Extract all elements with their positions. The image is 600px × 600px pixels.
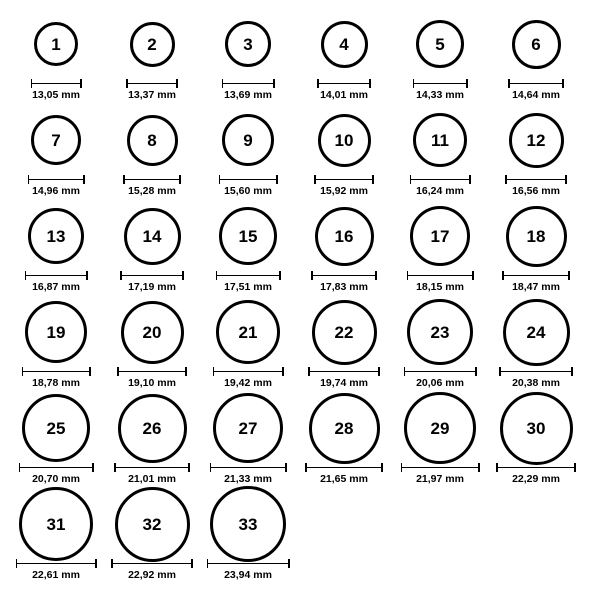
ring-circle-wrap [118,394,187,462]
ring-cell [392,10,488,106]
ring-circle-wrap [22,394,90,462]
ring-cell [200,10,296,106]
ring-cell [104,490,200,586]
ring-diameter-label: 17,51 mm [224,281,272,293]
measure-cap-left-icon [114,463,116,472]
measure-cap-right-icon [279,271,281,280]
ring-diameter-label: 22,92 mm [128,569,176,581]
dimension-line [117,366,187,375]
ring-diameter-label: 13,69 mm [224,89,272,101]
ring-size-number: 10 [334,130,354,150]
measure-cap-left-icon [22,367,24,376]
ring-size-number: 22 [334,322,354,342]
measure-cap-right-icon [188,463,190,472]
ring-size-number: 23 [430,322,450,342]
measure-bar-icon [404,367,477,375]
measure-cap-left-icon [25,271,27,280]
ring-circle-wrap [25,298,87,366]
ring-circle-wrap [28,202,84,270]
measure-cap-right-icon [276,175,278,184]
ring-diameter-label: 16,56 mm [512,185,560,197]
ring-circle-wrap [124,202,181,270]
ring-diameter-label: 15,28 mm [128,185,176,197]
ring-circle [127,115,178,166]
ring-cell [8,394,104,490]
measure-cap-left-icon [499,367,501,376]
ring-diameter-label: 21,01 mm [128,473,176,485]
measure-cap-right-icon [369,79,371,88]
measure-cap-left-icon [213,367,215,376]
ring-size-number: 15 [238,226,258,246]
ring-circle-wrap [115,490,190,558]
measure-cap-right-icon [95,559,97,568]
measure-bar-icon [499,367,573,375]
ring-cell [392,106,488,202]
measure-cap-left-icon [117,367,119,376]
measure-cap-left-icon [407,271,409,280]
ring-circle [503,299,570,366]
ring-cell [200,298,296,394]
dimension-line [314,174,374,183]
ring-cell [488,298,584,394]
measure-bar-icon [207,559,290,567]
ring-circle [318,114,371,167]
measure-cap-left-icon [505,175,507,184]
measure-cap-right-icon [381,463,383,472]
ring-size-number: 32 [142,514,162,534]
ring-size-number: 8 [147,130,157,150]
measure-cap-left-icon [496,463,498,472]
ring-circle [315,207,374,266]
ring-cell [392,394,488,490]
ring-cell [104,106,200,202]
ring-cell [8,202,104,298]
dimension-line [19,462,94,471]
measure-cap-right-icon [478,463,480,472]
ring-circle-wrap [225,10,271,78]
measure-cap-left-icon [314,175,316,184]
measure-bar-icon [308,367,380,375]
ring-diameter-label: 15,92 mm [320,185,368,197]
ring-circle-wrap [213,394,283,462]
ring-circle [28,208,84,264]
ring-diameter-label: 23,94 mm [224,569,272,581]
ring-cell [104,394,200,490]
measure-cap-left-icon [210,463,212,472]
ring-circle-wrap [512,10,561,78]
ring-cell [296,10,392,106]
measure-cap-right-icon [282,367,284,376]
measure-cap-right-icon [466,79,468,88]
ring-circle [506,206,567,267]
ring-diameter-label: 19,42 mm [224,377,272,389]
ring-circle [124,208,181,265]
ring-cell [8,106,104,202]
ring-size-number: 29 [430,418,450,438]
measure-cap-left-icon [222,79,224,88]
dimension-line [401,462,480,471]
ring-circle-wrap [321,10,368,78]
measure-cap-right-icon [562,79,564,88]
ring-diameter-label: 18,47 mm [512,281,560,293]
ring-grid [8,10,592,586]
dimension-line [311,270,377,279]
ring-size-number: 14 [142,226,162,246]
ring-cell [488,106,584,202]
ring-circle [115,487,190,562]
measure-bar-icon [314,175,374,183]
ring-size-number: 25 [46,418,66,438]
measure-bar-icon [413,79,468,87]
ring-circle-wrap [19,490,93,558]
ring-diameter-label: 14,01 mm [320,89,368,101]
measure-cap-right-icon [472,271,474,280]
ring-cell [488,202,584,298]
measure-cap-left-icon [502,271,504,280]
measure-bar-icon [502,271,570,279]
ring-size-number: 19 [46,322,66,342]
ring-circle [121,301,184,364]
measure-bar-icon [410,175,471,183]
measure-cap-right-icon [80,79,82,88]
ring-circle-wrap [219,202,277,270]
ring-size-number: 30 [526,418,546,438]
ring-size-number: 21 [238,322,258,342]
ring-size-number: 20 [142,322,162,342]
ring-circle-wrap [503,298,570,366]
ring-diameter-label: 20,38 mm [512,377,560,389]
ring-diameter-label: 21,65 mm [320,473,368,485]
measure-bar-icon [31,79,82,87]
measure-cap-right-icon [574,463,576,472]
ring-circle [410,206,470,266]
ring-diameter-label: 17,19 mm [128,281,176,293]
ring-size-number: 12 [526,130,546,150]
measure-cap-right-icon [288,559,290,568]
ring-cell [8,490,104,586]
ring-size-number: 18 [526,226,546,246]
dimension-line [407,270,474,279]
measure-bar-icon [216,271,281,279]
ring-diameter-label: 14,96 mm [32,185,80,197]
measure-bar-icon [222,79,275,87]
ring-diameter-label: 20,06 mm [416,377,464,389]
ring-circle [321,21,368,68]
ring-cell [8,298,104,394]
dimension-line [499,366,573,375]
ring-diameter-label: 14,64 mm [512,89,560,101]
measure-cap-left-icon [311,271,313,280]
ring-circle [407,299,473,365]
ring-diameter-label: 18,15 mm [416,281,464,293]
ring-circle [500,392,573,465]
ring-circle-wrap [315,202,374,270]
measure-bar-icon [16,559,97,567]
ring-circle-wrap [318,106,371,174]
ring-circle [312,300,377,365]
dimension-line [114,462,190,471]
measure-cap-right-icon [475,367,477,376]
ring-diameter-label: 21,97 mm [416,473,464,485]
measure-cap-right-icon [372,175,374,184]
dimension-line [219,174,278,183]
ring-circle [309,393,380,464]
ring-circle-wrap [413,106,467,174]
measure-cap-right-icon [565,175,567,184]
ring-size-number: 26 [142,418,162,438]
ring-cell [296,106,392,202]
measure-cap-left-icon [126,79,128,88]
dimension-line [123,174,181,183]
ring-diameter-label: 21,33 mm [224,473,272,485]
measure-cap-left-icon [120,271,122,280]
ring-circle [512,20,561,69]
ring-circle [22,394,90,462]
ring-circle [31,115,81,165]
ring-circle-wrap [222,106,274,174]
ring-circle-wrap [34,10,78,78]
ring-cell [488,394,584,490]
measure-cap-right-icon [285,463,287,472]
measure-cap-left-icon [413,79,415,88]
ring-diameter-label: 14,33 mm [416,89,464,101]
ring-diameter-label: 18,78 mm [32,377,80,389]
ring-circle-wrap [407,298,473,366]
measure-bar-icon [19,463,94,471]
dimension-line [22,366,91,375]
measure-bar-icon [123,175,181,183]
ring-size-number: 7 [51,130,61,150]
ring-cell [296,298,392,394]
ring-diameter-label: 19,74 mm [320,377,368,389]
ring-diameter-label: 20,70 mm [32,473,80,485]
dimension-line [207,558,290,567]
measure-bar-icon [311,271,377,279]
ring-size-number: 1 [51,34,61,54]
measure-cap-left-icon [404,367,406,376]
ring-diameter-label: 16,87 mm [32,281,80,293]
measure-cap-right-icon [191,559,193,568]
ring-circle [34,22,78,66]
ring-circle-wrap [506,202,567,270]
dimension-line [25,270,88,279]
ring-cell [488,10,584,106]
ring-circle [118,394,187,463]
ring-cell [392,202,488,298]
ring-size-number: 6 [531,34,541,54]
measure-cap-left-icon [207,559,209,568]
ring-diameter-label: 15,60 mm [224,185,272,197]
measure-cap-left-icon [31,79,33,88]
dimension-line [111,558,193,567]
measure-bar-icon [305,463,383,471]
measure-cap-left-icon [401,463,403,472]
ring-diameter-label: 13,05 mm [32,89,80,101]
measure-cap-right-icon [89,367,91,376]
ring-cell [296,394,392,490]
ring-circle-wrap [31,106,81,174]
measure-cap-right-icon [92,463,94,472]
measure-bar-icon [407,271,474,279]
dimension-line [120,270,184,279]
ring-circle [225,21,271,67]
ring-circle [416,20,464,68]
measure-cap-right-icon [378,367,380,376]
dimension-line [505,174,567,183]
ring-circle-wrap [216,298,280,366]
ring-circle-wrap [312,298,377,366]
dimension-line [413,78,468,87]
ring-diameter-label: 22,29 mm [512,473,560,485]
dimension-line [216,270,281,279]
measure-cap-left-icon [19,463,21,472]
ring-size-number: 13 [46,226,66,246]
measure-bar-icon [505,175,567,183]
ring-size-number: 31 [46,514,66,534]
measure-bar-icon [120,271,184,279]
measure-cap-left-icon [410,175,412,184]
measure-bar-icon [401,463,480,471]
ring-size-number: 27 [238,418,258,438]
measure-cap-left-icon [308,367,310,376]
ring-circle [25,301,87,363]
ring-circle-wrap [416,10,464,78]
ring-cell [104,10,200,106]
measure-bar-icon [28,175,85,183]
measure-cap-left-icon [123,175,125,184]
ring-circle [219,207,277,265]
ring-circle-wrap [127,106,178,174]
ring-cell [104,298,200,394]
measure-cap-left-icon [216,271,218,280]
ring-size-number: 2 [147,34,157,54]
ring-circle-wrap [121,298,184,366]
dimension-line [308,366,380,375]
measure-cap-left-icon [317,79,319,88]
ring-circle-wrap [309,394,380,462]
measure-bar-icon [508,79,564,87]
measure-cap-right-icon [571,367,573,376]
measure-cap-right-icon [179,175,181,184]
ring-circle-wrap [509,106,564,174]
measure-bar-icon [111,559,193,567]
measure-cap-right-icon [568,271,570,280]
ring-size-number: 33 [238,514,258,534]
ring-size-number: 4 [339,34,349,54]
ring-diameter-label: 16,24 mm [416,185,464,197]
dimension-line [305,462,383,471]
measure-bar-icon [496,463,576,471]
ring-cell [296,202,392,298]
measure-bar-icon [219,175,278,183]
dimension-line [410,174,471,183]
dimension-line [496,462,576,471]
ring-size-number: 16 [334,226,354,246]
measure-cap-left-icon [111,559,113,568]
measure-bar-icon [213,367,284,375]
measure-bar-icon [126,79,178,87]
measure-bar-icon [210,463,287,471]
ring-circle [509,113,564,168]
ring-circle-wrap [404,394,476,462]
ring-size-number: 17 [430,226,450,246]
ring-diameter-label: 22,61 mm [32,569,80,581]
ring-circle [413,113,467,167]
dimension-line [28,174,85,183]
ring-size-number: 3 [243,34,253,54]
measure-cap-left-icon [219,175,221,184]
ring-size-number: 28 [334,418,354,438]
measure-cap-left-icon [508,79,510,88]
ring-circle [213,393,283,463]
ring-size-number: 5 [435,34,445,54]
ring-circle [19,487,93,561]
measure-cap-left-icon [305,463,307,472]
dimension-line [210,462,287,471]
measure-cap-right-icon [182,271,184,280]
ring-diameter-label: 13,37 mm [128,89,176,101]
ring-cell [8,10,104,106]
ring-cell [104,202,200,298]
dimension-line [126,78,178,87]
ring-cell [392,298,488,394]
ring-diameter-label: 17,83 mm [320,281,368,293]
measure-cap-right-icon [273,79,275,88]
ring-circle-wrap [130,10,175,78]
ring-circle-wrap [500,394,573,462]
measure-bar-icon [22,367,91,375]
measure-cap-right-icon [83,175,85,184]
measure-bar-icon [114,463,190,471]
dimension-line [213,366,284,375]
ring-circle [130,22,175,67]
ring-cell [200,490,296,586]
ring-size-number: 9 [243,130,253,150]
measure-cap-left-icon [28,175,30,184]
dimension-line [222,78,275,87]
measure-cap-right-icon [375,271,377,280]
measure-bar-icon [117,367,187,375]
dimension-line [317,78,371,87]
dimension-line [502,270,570,279]
measure-cap-right-icon [86,271,88,280]
ring-cell [200,394,296,490]
ring-size-number: 11 [431,130,449,150]
dimension-line [404,366,477,375]
measure-cap-right-icon [469,175,471,184]
dimension-line [508,78,564,87]
measure-cap-left-icon [16,559,18,568]
ring-circle-wrap [410,202,470,270]
measure-bar-icon [25,271,88,279]
measure-bar-icon [317,79,371,87]
ring-size-number: 24 [526,322,546,342]
ring-circle-wrap [210,490,286,558]
ring-circle [404,392,476,464]
ring-circle [210,486,286,562]
measure-cap-right-icon [176,79,178,88]
ring-circle [216,300,280,364]
dimension-line [31,78,82,87]
ring-cell [200,202,296,298]
ring-cell [200,106,296,202]
dimension-line [16,558,97,567]
ring-circle [222,114,274,166]
measure-cap-right-icon [185,367,187,376]
ring-diameter-label: 19,10 mm [128,377,176,389]
